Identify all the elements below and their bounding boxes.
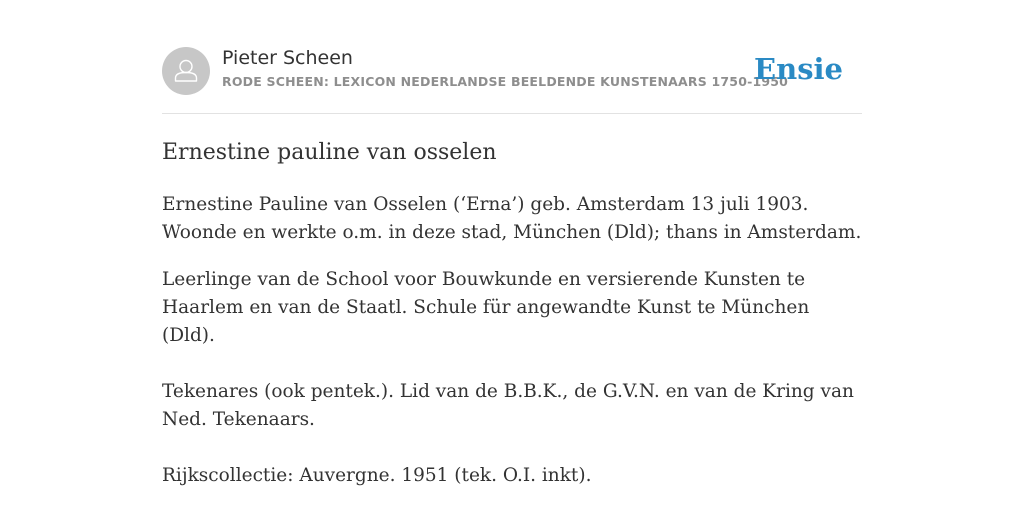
- brand-logo[interactable]: Ensie: [754, 52, 843, 86]
- paragraph: Leerlinge van de School voor Bouwkunde en versierende Kunsten te Haarlem en van de Staatl. Schule für angewandte Kunst te München (Dld).: [162, 269, 810, 346]
- paragraph: Rijkscollectie: Auvergne. 1951 (tek. O.I. inkt).: [162, 465, 592, 486]
- article-body: [162, 137, 862, 490]
- paragraph: Tekenares (ook pentek.). Lid van de B.B.K., de G.V.N. en van de Kring van Ned. Tekenaars.: [162, 381, 854, 430]
- author-name[interactable]: Pieter Scheen: [222, 47, 353, 69]
- user-icon: [162, 47, 210, 95]
- avatar[interactable]: [162, 47, 210, 95]
- header-divider: [162, 113, 862, 114]
- source-title[interactable]: RODE SCHEEN: LEXICON NEDERLANDSE BEELDENDE KUNSTENAARS 1750-1950: [222, 74, 789, 89]
- article-header: [162, 46, 862, 96]
- article-title: Ernestine pauline van osselen: [162, 140, 497, 165]
- paragraph: Ernestine Pauline van Osselen (‘Erna’) geb. Amsterdam 13 juli 1903. Woonde en werkte o.m. in deze stad, München (Dld); thans in Amsterdam.: [162, 194, 862, 243]
